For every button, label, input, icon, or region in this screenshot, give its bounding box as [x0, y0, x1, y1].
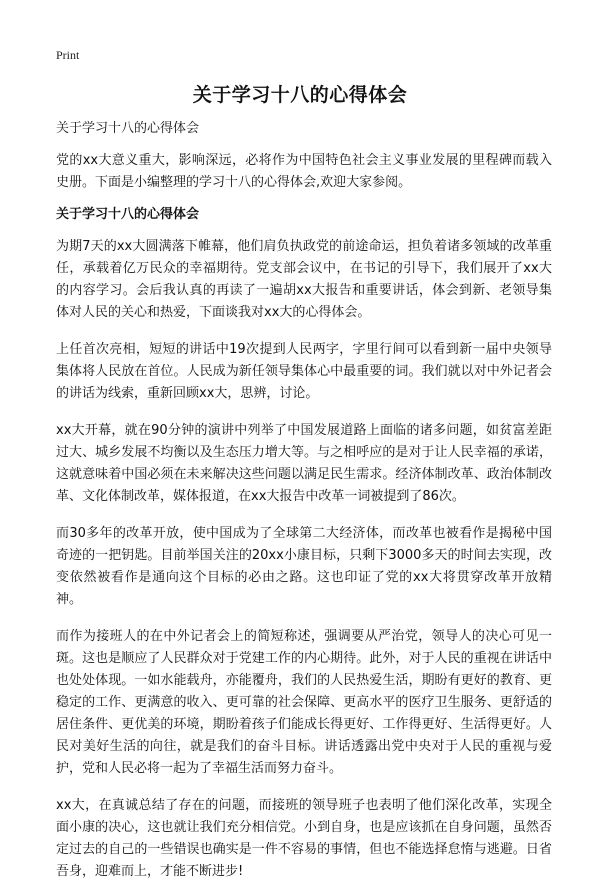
paragraph-4: 而30多年的改革开放，使中国成为了全球第二大经济体，而改革也被看作是揭秘中国奇迹的一把钥匙。目前举国关注的20xx小康目标，只剩下3000多天的时间去实现，改变依然被看作是通向这个目标的必由之路。这也印证了党的xx大将贯穿改革开放精神。: [56, 526, 552, 607]
print-link[interactable]: Print: [56, 48, 80, 62]
intro-paragraph: 党的xx大意义重大，影响深远，必将作为中国特色社会主义事业发展的里程碑而载入史册。下面是小编整理的学习十八的心得体会,欢迎大家参阅。: [56, 153, 552, 190]
page-title: 关于学习十八的心得体会: [192, 84, 408, 106]
section-heading: 关于学习十八的心得体会: [56, 207, 200, 222]
paragraph-6: xx大，在真诚总结了存在的问题，而接班的领导班子也表明了他们深化改革，实现全面小康的决心，这也就让我们充分相信党。小到自身，也是应该抓在自身问题，虽然否定过去的自己的一些错误也确实是一件不容易的事情，但也不能选择怠惰与逃避。日省吾身，迎难而上，才能不断进步!: [56, 798, 552, 879]
paragraph-2: 上任首次亮相，短短的讲话中19次提到人民两字，字里行间可以看到新一届中央领导集体将人民放在首位。人民成为新任领导集体心中最重要的词。我们就以对中外记者会的讲话为线索，重新回顾xx大，思辨，讨论。: [56, 342, 552, 401]
article-body: [56, 118, 552, 883]
paragraph-5: 而作为接班人的在中外记者会上的简短称述，强调要从严治党，领导人的决心可见一斑。这也是顺应了人民群众对于党建工作的内心期待。此外，对于人民的重视在讲话中也处处体现。一如水能载舟，亦能覆舟，我们的人民热爱生活，期盼有更好的教育、更稳定的工作、更满意的收入、更可靠的社会保障、更高水平的医疗卫生服务、更舒适的居住条件、更优美的环境，期盼着孩子们能成长得更好、工作得更好、生活得更好。人民对美好生活的向往，就是我们的奋斗目标。讲话透露出党中央对于人民的重视与爱护，党和人民必将一起为了幸福生活而努力奋斗。: [56, 629, 552, 776]
paragraph-1: 为期7天的xx大圆满落下帷幕，他们肩负执政党的前途命运，担负着诸多领域的改革重任，承载着亿万民众的幸福期待。党支部会议中，在书记的引导下，我们展开了xx大的内容学习。会后我认真的再读了一遍胡xx大报告和重要讲话，体会到新、老领导集体对人民的关心和热爱，下面谈我对xx大的心得体会。: [56, 239, 552, 320]
article-subtitle: 关于学习十八的心得体会: [56, 121, 200, 136]
paragraph-3: xx大开幕，就在90分钟的演讲中列举了中国发展道路上面临的诸多问题，如贫富差距过大、城乡发展不均衡以及生态压力增大等。与之相呼应的是对于让人民幸福的承诺，这就意味着中国必须在未来解决这些问题以满足民生需求。经济体制改革、政治体制改革、文化体制改革，媒体报道，在xx大报告中改革一词被提到了86次。: [56, 423, 552, 504]
